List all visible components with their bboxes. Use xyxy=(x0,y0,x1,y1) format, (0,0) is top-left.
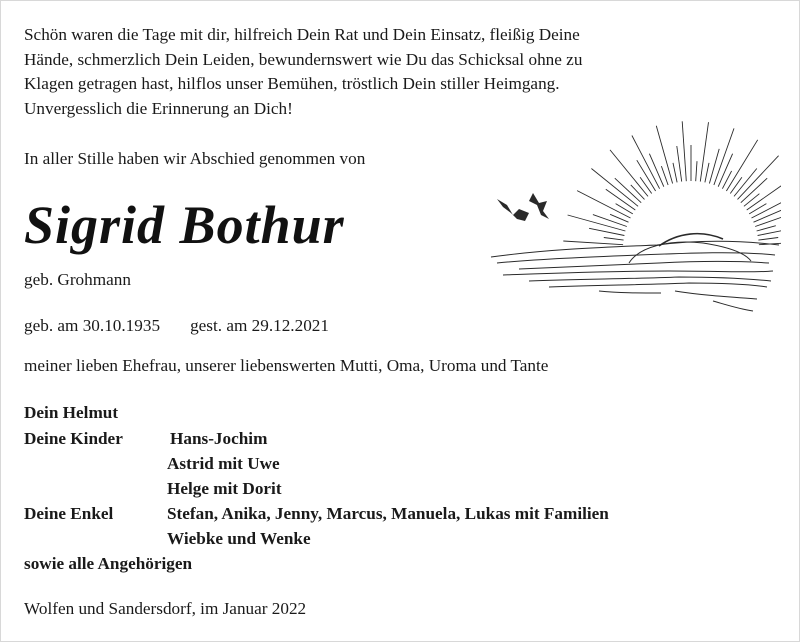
poem xyxy=(24,23,582,121)
sun-ray xyxy=(709,149,719,184)
relation-text: meiner lieben Ehefrau, unserer liebenswerten Mutti, Oma, Uroma und Tante xyxy=(24,356,549,375)
grandchildren-label: Deine Enkel xyxy=(24,504,114,523)
grandchildren-names: Wiebke und Wenke xyxy=(167,529,311,548)
landscape-lines xyxy=(491,241,779,311)
sun-ray xyxy=(730,177,742,193)
poem-line: Hände, schmerzlich Dein Leiden, bewundernswert wie Du das Schicksal ohne zu xyxy=(24,49,583,69)
intro-text: In aller Stille haben wir Abschied genommen von xyxy=(24,149,366,168)
sun-ray xyxy=(631,185,645,200)
other-relatives: sowie alle Angehörigen xyxy=(24,554,193,573)
sun-ray xyxy=(757,226,776,231)
sun-rays xyxy=(563,121,781,244)
sun-ray xyxy=(673,163,677,183)
sun-ray xyxy=(610,150,648,197)
death-date: gest. am 29.12.2021 xyxy=(190,316,329,335)
child-name: Helge mit Dorit xyxy=(167,479,282,498)
sun-ray xyxy=(632,136,660,189)
sun-ray xyxy=(591,169,638,207)
bird-icon xyxy=(529,193,549,219)
deceased-name: Sigrid Bothur xyxy=(24,195,345,255)
sun-ray xyxy=(744,194,760,207)
poem-line: Unvergesslich die Erinnerung an Dich! xyxy=(24,98,293,118)
signatory-husband: Dein Helmut xyxy=(24,403,119,422)
sun-ray xyxy=(661,166,668,185)
child-name: Hans-Jochim xyxy=(170,429,268,448)
place-date: Wolfen und Sandersdorf, im Januar 2022 xyxy=(24,599,307,618)
sun-ray xyxy=(758,238,778,241)
sun-ray xyxy=(682,121,686,181)
maiden-name: geb. Grohmann xyxy=(24,270,131,289)
sun-ray xyxy=(593,215,627,227)
poem-line: Schön waren die Tage mit dir, hilfreich Dein Rat und Dein Einsatz, fleißig Deine xyxy=(24,25,580,44)
sun-ray xyxy=(616,204,633,214)
birth-date: geb. am 30.10.1935 xyxy=(24,316,161,335)
sun-ray xyxy=(705,163,709,183)
sun-ray xyxy=(563,241,623,245)
sun-ray xyxy=(577,191,630,218)
sun-ray xyxy=(718,154,732,187)
sun-ray xyxy=(677,146,682,182)
sun-ray xyxy=(640,177,652,193)
grandchildren-names: Stefan, Anika, Jenny, Marcus, Manuela, Lukas mit Familien xyxy=(167,504,609,523)
life-dates xyxy=(24,314,329,339)
children-label: Deine Kinder xyxy=(24,429,123,448)
bird-icon xyxy=(497,199,529,221)
sun-ray xyxy=(696,161,697,181)
poem-line: Klagen getragen hast, hilflos unser Bemühen, tröstlich Dein stiller Heimgang. xyxy=(24,74,560,93)
sun-ray xyxy=(649,154,663,187)
child-name: Astrid mit Uwe xyxy=(167,454,280,473)
sun-ray xyxy=(604,238,624,241)
sun-ray xyxy=(749,204,766,214)
sunset-birds-icon xyxy=(489,121,781,321)
